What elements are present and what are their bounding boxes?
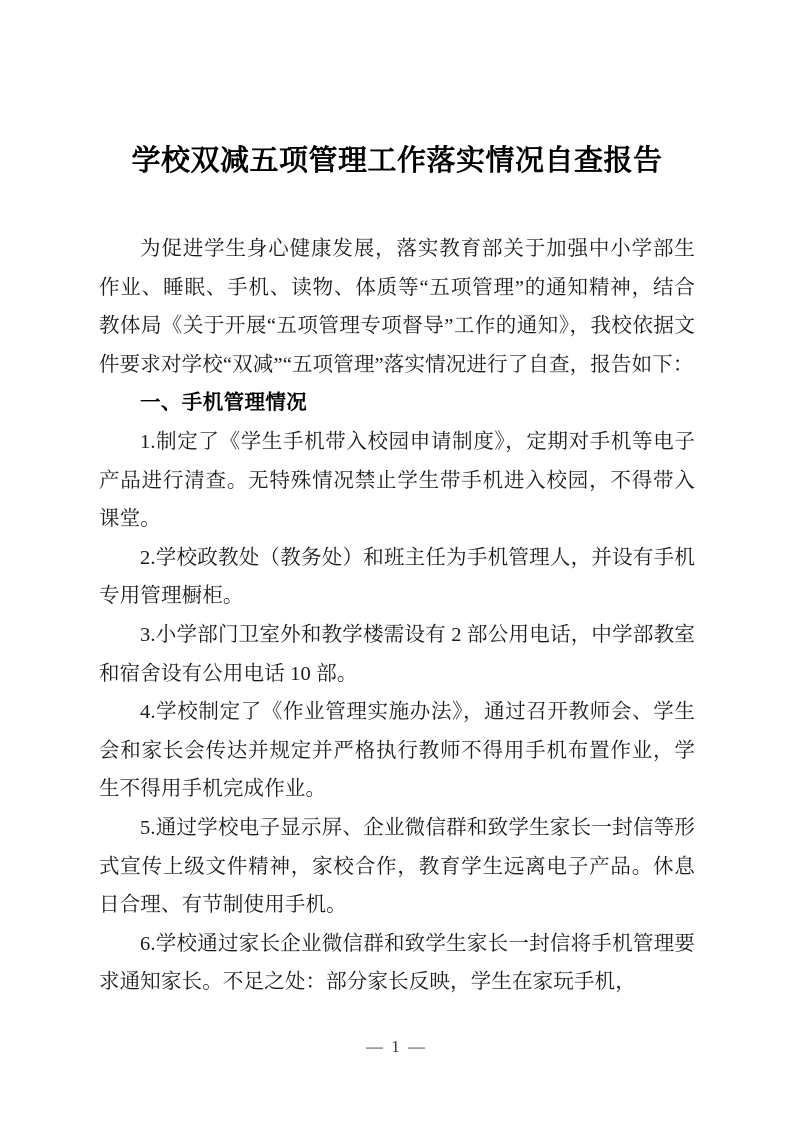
document-body <box>99 141 695 1002</box>
section-heading-phone-management: 一、手机管理情况 <box>140 391 308 415</box>
title-spacer <box>99 181 695 230</box>
list-item-2: 2.学校政教处（教务处）和班主任为手机管理人，并设有手机专用管理橱柜。 <box>99 546 695 608</box>
intro-paragraph: 为促进学生身心健康发展，落实教育部关于加强中小学部生作业、睡眠、手机、读物、体质等“五项管理”的通知精神，结合教体局《关于开展“五项管理专项督导”工作的通知》，我校依据文件要求对学校“双减”“五项管理”落实情况进行了自查，报告如下： <box>99 238 695 376</box>
page-title: 学校双减五项管理工作落实情况自查报告 <box>131 145 663 177</box>
page-footer: — 1 — <box>366 1037 427 1056</box>
list-item-4: 4.学校制定了《作业管理实施办法》，通过召开教师会、学生会和家长会传达并规定并严格执行教师不得用手机布置作业，学生不得用手机完成作业。 <box>99 701 695 801</box>
list-item-1: 1.制定了《学生手机带入校园申请制度》，定期对手机等电子产品进行清查。无特殊情况禁止学生带手机进入校园，不得带入课堂。 <box>99 430 695 531</box>
list-item-3: 3.小学部门卫室外和教学楼需设有 2 部公用电话，中学部教室和宿舍设有公用电话 10 部。 <box>99 623 695 685</box>
list-item-6: 6.学校通过家长企业微信群和致学生家长一封信将手机管理要求通知家长。不足之处：部分家长反映，学生在家玩手机， <box>99 932 695 994</box>
list-item-5: 5.通过学校电子显示屏、企业微信群和致学生家长一封信等形式宣传上级文件精神，家校合作，教育学生远离电子产品。休息日合理、有节制使用手机。 <box>99 816 695 917</box>
